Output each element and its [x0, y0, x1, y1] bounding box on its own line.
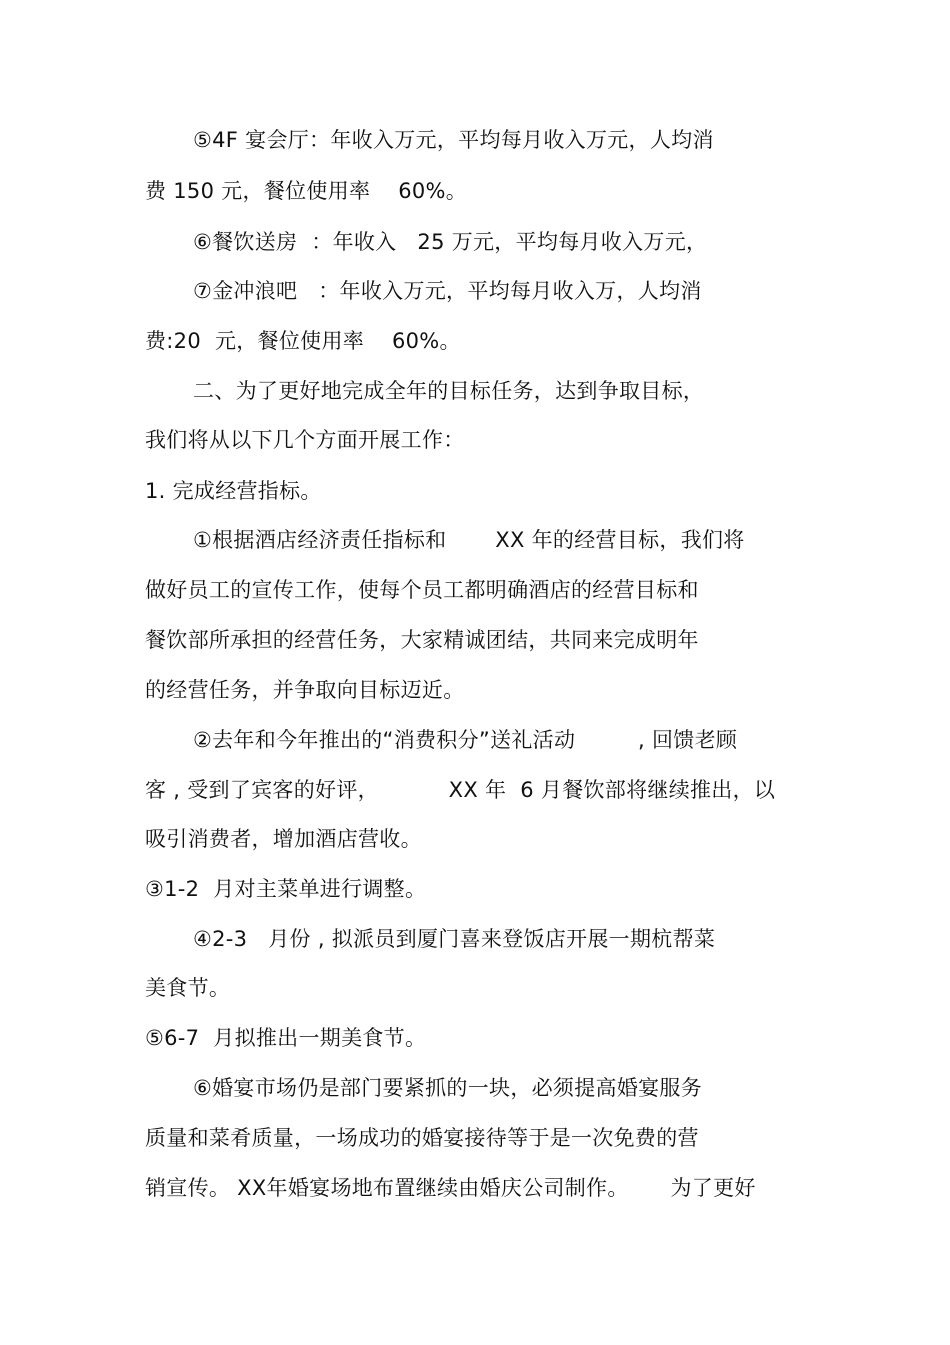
paragraph-line: ①根据酒店经济责任指标和 XX 年的经营目标，我们将: [193, 528, 745, 552]
paragraph-line: 吸引消费者，增加酒店营收。: [145, 827, 422, 851]
paragraph-line: 我们将从以下几个方面开展工作：: [145, 428, 465, 452]
paragraph-line: ⑦金冲浪吧 ：年收入万元，平均每月收入万，人均消: [193, 279, 702, 303]
paragraph-line: 的经营任务，并争取向目标迈近。: [145, 678, 465, 702]
paragraph-line: 销宣传。 XX年婚宴场地布置继续由婚庆公司制作。 为了更好: [145, 1176, 756, 1200]
paragraph-line: ③1-2 月对主菜单进行调整。: [145, 877, 427, 901]
paragraph-line: ⑤4F 宴会厅：年收入万元，平均每月收入万元，人均消: [193, 128, 714, 152]
heading-line: 1. 完成经营指标。: [145, 479, 322, 503]
paragraph-line: 餐饮部所承担的经营任务，大家精诚团结，共同来完成明年: [145, 628, 699, 652]
paragraph-line: 费 150 元，餐位使用率 60%。: [145, 179, 468, 203]
paragraph-line: 费:20 元，餐位使用率 60%。: [145, 329, 461, 353]
paragraph-line: 做好员工的宣传工作，使每个员工都明确酒店的经营目标和: [145, 578, 699, 602]
paragraph-line: ⑤6-7 月拟推出一期美食节。: [145, 1026, 427, 1050]
paragraph-line: 美食节。: [145, 976, 231, 1000]
paragraph-line: 客 , 受到了宾客的好评， XX 年 6 月餐饮部将继续推出，以: [145, 778, 776, 802]
paragraph-line: ②去年和今年推出的“消费积分”送礼活动 , 回馈老顾: [193, 728, 738, 752]
paragraph-line: 质量和菜肴质量，一场成功的婚宴接待等于是一次免费的营: [145, 1126, 699, 1150]
paragraph-line: 二、为了更好地完成全年的目标任务，达到争取目标，: [193, 379, 705, 403]
paragraph-line: ⑥婚宴市场仍是部门要紧抓的一块，必须提高婚宴服务: [193, 1076, 703, 1100]
paragraph-line: ④2-3 月份 , 拟派员到厦门喜来登饭店开展一期杭帮菜: [193, 927, 716, 951]
paragraph-line: ⑥餐饮送房 ：年收入 25 万元，平均每月收入万元，: [193, 230, 708, 254]
